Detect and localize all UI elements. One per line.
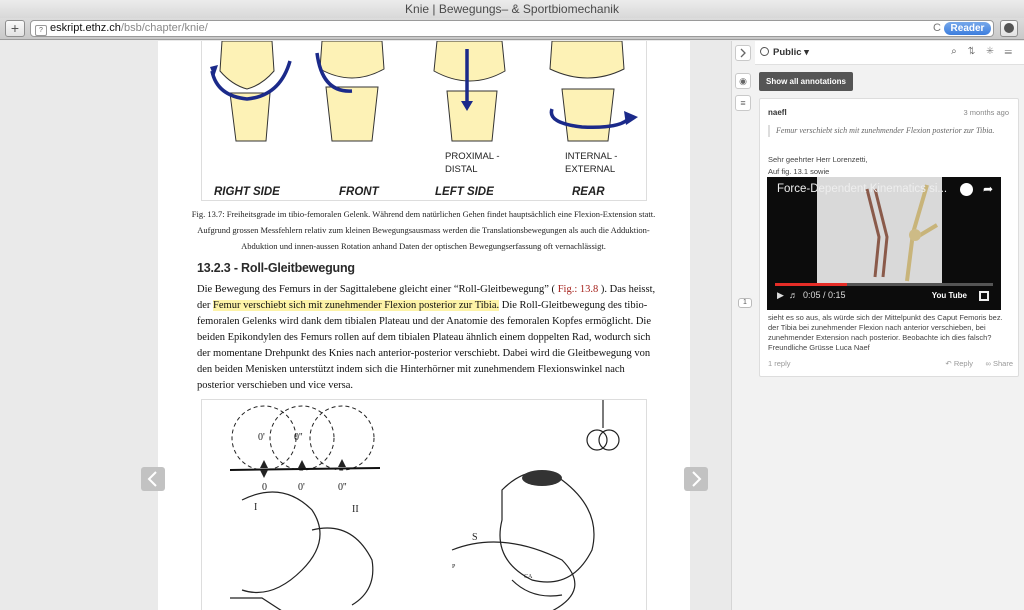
new-tab-button[interactable]: + — [5, 20, 25, 37]
watch-later-icon[interactable] — [960, 183, 973, 196]
play-icon[interactable]: ▶ — [777, 290, 784, 300]
youtube-logo[interactable]: You Tube — [931, 291, 967, 300]
figure-label-distal: DISTAL — [445, 164, 478, 175]
chevron-right-icon — [736, 46, 750, 60]
visibility-eye-icon[interactable]: ◉ — [735, 73, 751, 89]
share-button[interactable] — [986, 359, 1013, 368]
figure-label-internal: INTERNAL - — [565, 151, 618, 162]
annotation-sidebar-strip — [731, 41, 755, 610]
video-time: 0:05 / 0:15 — [802, 290, 846, 300]
annotation-card[interactable] — [759, 98, 1019, 377]
page-content — [0, 41, 731, 610]
knee-figure-image — [202, 41, 648, 201]
figure-label-i: I — [254, 502, 258, 513]
scope-label: Public ▾ — [773, 47, 809, 58]
figure-label-left-side: LEFT SIDE — [435, 186, 494, 198]
figure-label-o-double-prime-2: 0'' — [338, 482, 347, 493]
annotation-timestamp[interactable]: 3 months ago — [963, 108, 1009, 117]
share-label: Share — [992, 359, 1013, 368]
figure-label-ca: CA — [524, 574, 533, 580]
annotation-intro: Auf fig. 13.1 sowie — [768, 167, 830, 176]
figure-label-external: EXTERNAL — [565, 164, 616, 175]
reply-button[interactable] — [945, 359, 973, 368]
annotation-sidebar — [755, 41, 1024, 610]
figure-label-s: S — [472, 532, 478, 543]
share-icon: ∞ — [985, 359, 991, 368]
url-path: /bsb/chapter/knie/ — [120, 22, 208, 34]
figure-label-front: FRONT — [339, 186, 379, 198]
annotation-quote: Femur verschiebt sich mit zunehmender Flexion posterior zur Tibia. — [768, 125, 1012, 137]
annotation-greeting: Sehr geehrter Herr Lorenzetti, — [768, 155, 868, 164]
section-paragraph — [197, 282, 657, 394]
sidebar-tool-icons[interactable]: ⌕ ⇅ ✳ ☰ — [951, 46, 1016, 57]
figure-label-right-side: RIGHT SIDE — [214, 186, 280, 198]
figure-label-o-double-prime: 0'' — [294, 432, 303, 443]
embedded-video[interactable] — [767, 177, 1001, 310]
previous-page-button[interactable] — [141, 467, 165, 491]
figure-caption: Fig. 13.7: Freiheitsgrade im tibio-femoralen Gelenk. Während dem natürlichen Gehen findet hauptsächlich eine Flexion-Extension statt. Aufgrund grossen Messfehlern relativ zum kleinen Bewegungsausmass werden die Translationsbewegungen als auch die Adduktion-Abduktion und innen-aussen Rotation anhand Daten der optischen Bewegungserfassung oft vernachlässigt. — [191, 209, 656, 251]
video-progress-fill — [775, 283, 847, 286]
reload-icon[interactable]: C — [933, 22, 941, 34]
fullscreen-icon[interactable] — [979, 291, 989, 301]
annotation-user[interactable]: naefl — [768, 108, 787, 117]
browser-toolbar — [0, 18, 1024, 40]
collapse-sidebar-button[interactable] — [735, 45, 751, 61]
chevron-right-icon — [684, 467, 708, 491]
site-icon: ? — [35, 25, 47, 36]
chevron-left-icon — [141, 467, 165, 491]
show-all-annotations-button[interactable]: Show all annotations — [759, 72, 853, 91]
annotation-highlight[interactable]: Femur verschiebt sich mit zunehmender Flexion posterior zur Tibia. — [213, 300, 500, 311]
reply-icon: ↶ — [945, 359, 952, 368]
figure-label-ii: II — [352, 504, 359, 515]
figure-roll-glide — [201, 399, 647, 610]
paragraph-text-1: Die Bewegung des Femurs in der Sagittalebene gleicht einer “Roll-Gleitbewegung” ( — [197, 284, 556, 295]
video-progress-bar[interactable] — [775, 283, 993, 286]
paragraph-text-2: ). Das heisst, der — [197, 284, 656, 311]
figure-label-o: 0 — [262, 482, 267, 493]
next-page-button[interactable] — [684, 467, 708, 491]
window-title: Knie | Bewegungs– & Sportbiomechanik — [0, 0, 1024, 18]
annotation-body: sieht es so aus, als würde sich der Mittelpunkt des Caput Femoris bez. der Tibia bei zunehmender Flexion nach anterior verschieben, bei zunehmender Extension nach posterior. Beobachte ich dies falsch? Freundliche Grüsse Luca Naef — [768, 313, 1003, 352]
sidebar-top-bar — [755, 41, 1024, 65]
globe-icon — [760, 47, 769, 56]
figure-label-proximal: PROXIMAL - — [445, 151, 500, 162]
roll-glide-figure-image — [202, 400, 648, 610]
figure-knee-degrees-of-freedom — [201, 41, 647, 201]
paragraph-text-3: Die Roll-Gleitbewegung des tibio-femoralen Gelenks wird dank dem tibialen Plateau und der Anatomie des femoralen Kopfes ermöglicht. Die beiden Epikondylen des Femurs rollen auf dem tibialen Plateau ähnlich einem doppelten Rad, wodurch sich der momentane Drehpunkt des Knies nach anterior-posterior verschiebt. Dabei wird die Gleitbewegung von den beiden Menisken unterstützt indem sich die Hinterhörner mit zunehmendem Flexionswinkel nach posterior verschieben und vice versa. — [197, 300, 651, 391]
annotation-footer — [768, 359, 1013, 368]
figure-label-o-prime: 0' — [258, 432, 265, 443]
url-host: eskript.ethz.ch — [50, 22, 121, 34]
figure-label-p: P — [452, 564, 456, 570]
video-controls — [777, 290, 846, 301]
book-page — [158, 41, 690, 610]
share-arrow-icon[interactable]: ➦ — [982, 182, 993, 196]
reply-label: Reply — [953, 359, 973, 368]
figure-label-o-prime-2: 0' — [298, 482, 305, 493]
reader-button[interactable]: Reader — [944, 22, 991, 35]
video-title[interactable]: Force-Dependent Kinematics si... — [777, 183, 947, 195]
notes-icon[interactable]: ≡ — [735, 95, 751, 111]
scope-selector[interactable] — [760, 47, 809, 58]
annotation-count-bubble[interactable]: 1 — [738, 298, 752, 308]
section-heading: 13.2.3 - Roll-Gleitbewegung — [197, 261, 355, 275]
reply-count-link[interactable]: 1 reply — [768, 359, 791, 368]
address-bar[interactable] — [30, 20, 994, 37]
download-icon[interactable] — [1000, 20, 1018, 37]
figure-reference-link[interactable]: Fig.: 13.8 — [557, 284, 599, 295]
figure-label-rear: REAR — [572, 186, 605, 198]
volume-icon[interactable]: ♬ — [788, 290, 798, 300]
